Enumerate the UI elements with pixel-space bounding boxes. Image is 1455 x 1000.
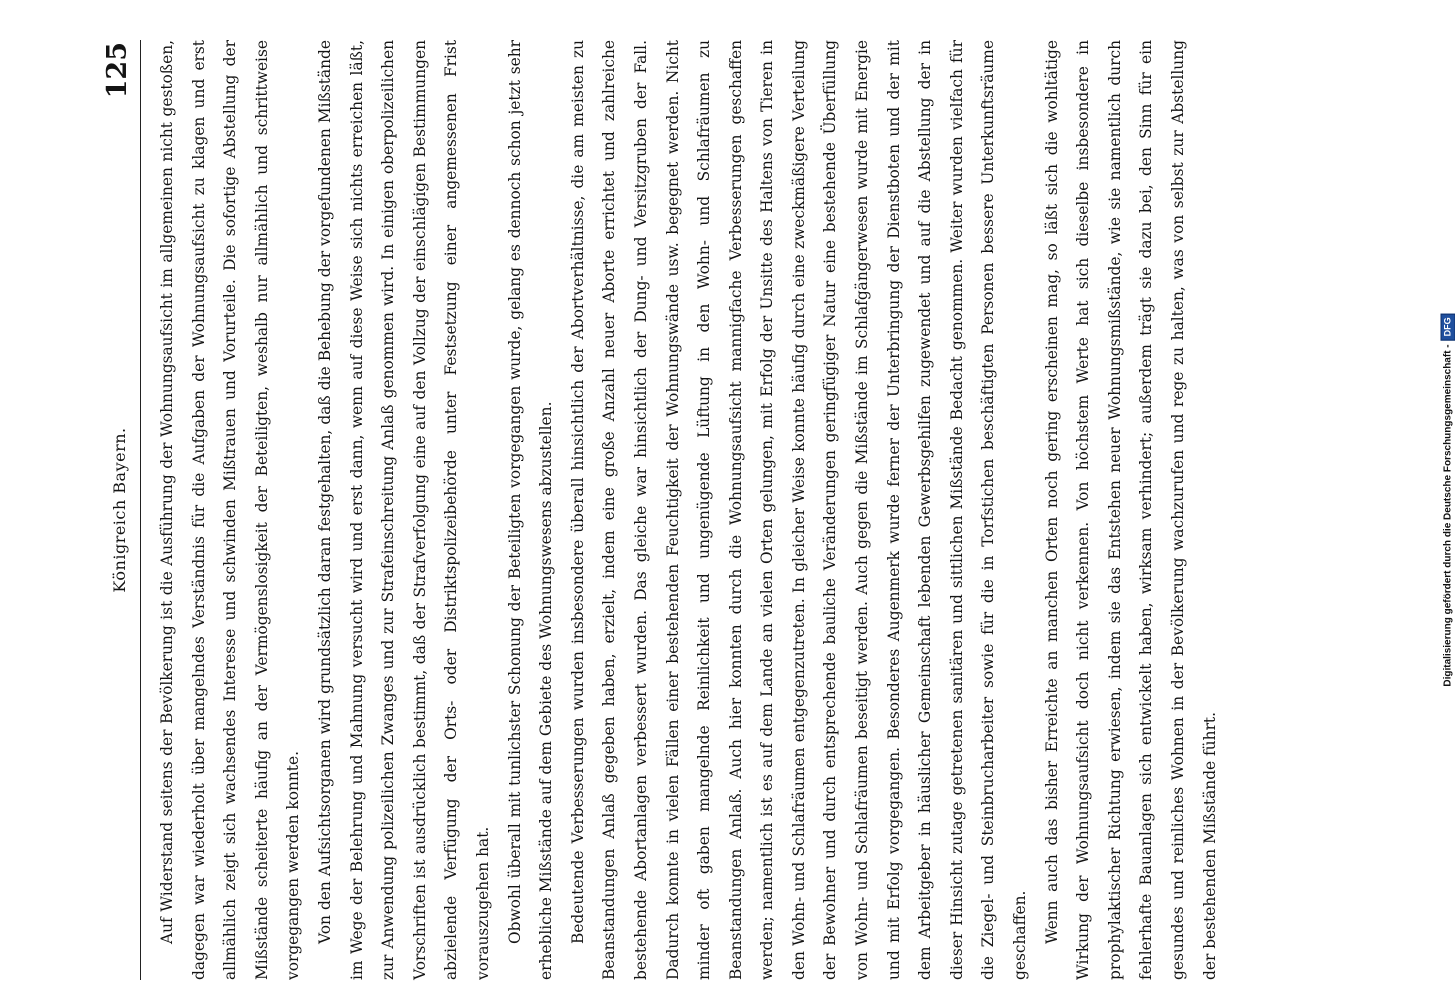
dfg-logo: DFG — [1441, 313, 1455, 340]
running-head — [100, 40, 141, 980]
paragraph-improvements: Bedeutende Verbesserungen wurden insbesondere überall hinsichtlich der Abortverhältnisse, die am meisten zu Beanstandungen Anlaß gegeben haben, erzielt, indem eine große Anzahl neuer Aborte errichtet und zahlreiche bestehende Abortanlagen verbessert wurden. Das gleiche war hinsichtlich der Dung- und Versitzgruben der Fall. Dadurch konnte in vielen Fällen einer bestehenden Feuchtigkeit der Wohnungswände usw. begegnet werden. Nicht minder oft gaben mangelnde Reinlichkeit und ungenügende Lüftung in den Wohn- und Schlafräumen zu Beanstandungen Anlaß. Auch hier konnten durch die Wohnungsaufsicht mannigfache Verbesserungen geschaffen werden; namentlich ist es auf dem Lande an vielen Orten gelungen, mit Erfolg der Unsitte des Haltens von Tieren in den Wohn- und Schlafräumen entgegenzutreten. In gleicher Weise konnte häufig durch eine zweckmäßigere Verteilung der Bewohner und durch entsprechende bauliche Veränderungen geringfügiger Natur eine bestehende Überfüllung von Wohn- und Schlafräumen beseitigt werden. Auch gegen die Mißstände im Schlafgängerwesen wurde mit Energie und mit Erfolg vorgegangen. Besonderes Augenmerk wurde ferner der Unterbringung der Dienstboten und der mit dem Arbeitgeber in häuslicher Gemeinschaft lebenden Gewerbsgehilfen zugewendet und auf die Abstellung der in dieser Hinsicht zutage getretenen sanitären und sittlichen Mißstände Bedacht genommen. Weiter wurden vielfach für die Ziegel- und Steinbrucharbeiter sowie für die in Torfstichen beschäftigten Personen bessere Unterkunftsräume geschaffen. — [568, 40, 1030, 980]
paragraph-conclusion: Wenn auch das bisher Erreichte an manchen Orten noch gering erscheinen mag, so läßt sich die wohltätige Wirkung der Wohnungsaufsicht doch nicht verkennen. Von höchstem Werte hat sich dieselbe insbesondere in prophylaktischer Richtung erwiesen, indem sie das Entstehen neuer Wohnungsmißstände, wie sie namentlich durch fehlerhafte Bauanlagen sich entwickelt haben, wirksam verhindert; außerdem trägt sie dazu bei, den Sinn für ein gesundes und reinliches Wohnen in der Bevölkerung wachzurufen und rege zu halten, was von selbst zur Abstellung der bestehenden Mißstände führt. — [1042, 40, 1219, 980]
book-page — [100, 40, 1360, 980]
paragraph-progress: Obwohl überall mit tunlichster Schonung der Beteiligten vorgegangen wurde, gelang es dennoch schon jetzt sehr erhebliche Mißstände auf dem Gebiete des Wohnungswesens abzustellen. — [505, 40, 556, 980]
digitization-credit — [1442, 317, 1454, 687]
page-number: 125 — [102, 42, 133, 99]
running-title: Königreich Bayern. — [110, 427, 129, 593]
paragraph-enforcement: Von den Aufsichtsorganen wird grundsätzlich daran festgehalten, daß die Behebung der vorgefundenen Mißstände im Wege der Belehrung und Mahnung versucht wird und erst dann, wenn auf diese Weise sich nichts erreichen läßt, zur Anwendung polizeilichen Zwanges und zur Strafeinschreitung Anlaß genommen wird. In einigen oberpolizeilichen Vorschriften ist ausdrücklich bestimmt, daß der Strafverfolgung eine auf den Vollzug der einschlägigen Bestimmungen abzielende Verfügung der Orts- oder Distriktspolizeibehörde unter Festsetzung einer angemessenen Frist vorauszugehen hat. — [315, 40, 492, 980]
body-text — [152, 40, 1226, 980]
digitization-credit-text: Digitalisierung gefördert durch die Deutsche Forschungsgemeinschaft - — [1442, 344, 1454, 687]
paragraph-resistance: Auf Widerstand seitens der Bevölkerung ist die Ausführung der Wohnungsaufsicht im allgemeinen nicht gestoßen, dagegen war wiederholt über mangelndes Verständnis für die Aufgaben der Wohnungsaufsicht zu klagen und erst allmählich zeigt sich wachsendes Interesse und schwinden Mißtrauen und Vorurteile. Die sofortige Abstellung der Mißstände scheiterte häufig an der Vermögenslosigkeit der Beteiligten, weshalb nur allmählich und schrittweise vorgegangen werden konnte. — [158, 40, 303, 980]
